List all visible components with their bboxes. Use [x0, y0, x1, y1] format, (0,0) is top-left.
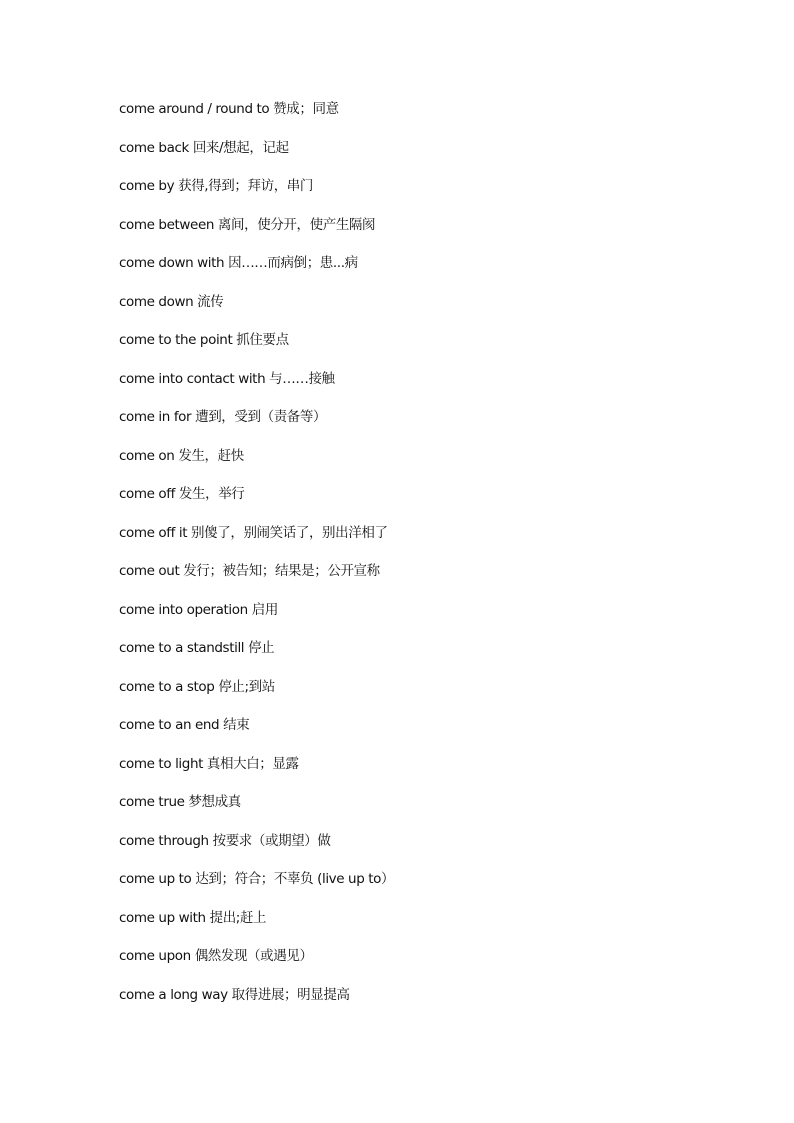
- phrase-text: come to the point: [119, 332, 233, 348]
- meaning-text: 梦想成真: [188, 794, 241, 810]
- list-item: [119, 600, 394, 639]
- list-item: [119, 754, 394, 793]
- list-item: [119, 446, 394, 485]
- list-item: [119, 138, 394, 177]
- list-item: [119, 638, 394, 677]
- meaning-text: 遭到，受到（责备等）: [195, 409, 327, 425]
- phrase-text: come up to: [119, 871, 192, 887]
- meaning-text: 结束: [223, 717, 250, 733]
- list-item: [119, 985, 394, 1024]
- phrase-text: come on: [119, 447, 175, 464]
- meaning-text: 因……而病倒；患...病: [228, 255, 358, 271]
- phrase-text: come up with: [119, 909, 206, 926]
- list-item: [119, 523, 394, 562]
- list-item: [119, 831, 394, 870]
- meaning-text: 启用: [251, 601, 278, 618]
- phrase-text: come between: [119, 216, 215, 233]
- meaning-text: 提出;赶上: [209, 909, 267, 926]
- meaning-text: 赞成；同意: [273, 101, 339, 117]
- list-item: [119, 215, 394, 254]
- list-item: [119, 330, 394, 369]
- meaning-text: 按要求（或期望）做: [212, 832, 331, 849]
- meaning-text: 离间，使分开，使产生隔阂: [217, 216, 376, 233]
- phrase-text: come to a standstill: [119, 640, 245, 656]
- list-item: [119, 715, 394, 754]
- list-item: [119, 869, 394, 908]
- list-item: [119, 908, 394, 947]
- phrase-text: come to an end: [119, 717, 220, 733]
- phrase-text: come off: [119, 486, 175, 502]
- meaning-text: 回来/想起，记起: [192, 139, 289, 156]
- phrase-list: [119, 99, 394, 1023]
- list-item: [119, 407, 394, 446]
- meaning-text: 别傻了，别闹笑话了，别出洋相了: [191, 524, 388, 541]
- phrase-text: come off it: [119, 524, 188, 541]
- phrase-text: come through: [119, 832, 209, 849]
- phrase-text: come upon: [119, 948, 191, 964]
- meaning-text: 与……接触: [269, 370, 335, 387]
- phrase-text: come around / round to: [119, 101, 270, 117]
- phrase-text: come out: [119, 563, 180, 579]
- phrase-text: come down: [119, 293, 194, 310]
- meaning-text: 流传: [197, 293, 224, 310]
- phrase-text: come down with: [119, 255, 225, 271]
- list-item: [119, 677, 394, 716]
- meaning-text: 发生，赶快: [178, 447, 244, 464]
- list-item: [119, 792, 394, 831]
- meaning-text: 发行；被告知；结果是；公开宣称: [183, 563, 380, 579]
- phrase-text: come by: [119, 178, 175, 194]
- meaning-text: 达到；符合；不辜负 (live up to）: [195, 871, 395, 887]
- phrase-text: come true: [119, 794, 185, 810]
- list-item: [119, 176, 394, 215]
- phrase-text: come back: [119, 139, 189, 156]
- meaning-text: 取得进展；明显提高: [231, 986, 350, 1003]
- phrase-text: come a long way: [119, 986, 228, 1003]
- meaning-text: 获得,得到；拜访，串门: [178, 178, 314, 194]
- list-item: [119, 99, 394, 138]
- meaning-text: 偶然发现（或遇见）: [194, 948, 313, 964]
- meaning-text: 停止;到站: [218, 678, 275, 695]
- meaning-text: 发生，举行: [178, 486, 245, 502]
- phrase-text: come into contact with: [119, 370, 266, 387]
- phrase-text: come to light: [119, 755, 203, 772]
- list-item: [119, 561, 394, 600]
- list-item: [119, 484, 394, 523]
- phrase-text: come to a stop: [119, 678, 215, 695]
- phrase-text: come in for: [119, 409, 192, 425]
- list-item: [119, 369, 394, 408]
- meaning-text: 真相大白；显露: [206, 755, 299, 772]
- list-item: [119, 946, 394, 985]
- list-item: [119, 292, 394, 331]
- list-item: [119, 253, 394, 292]
- meaning-text: 抓住要点: [236, 332, 289, 348]
- phrase-text: come into operation: [119, 601, 248, 618]
- meaning-text: 停止: [248, 640, 275, 656]
